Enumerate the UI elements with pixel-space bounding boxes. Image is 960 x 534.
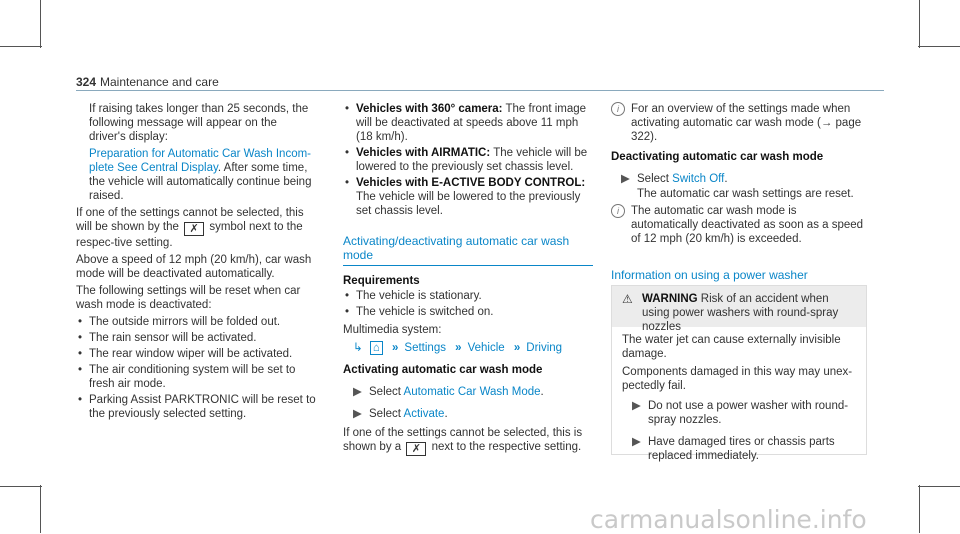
paragraph: Multimedia system: — [343, 324, 442, 336]
home-icon: ⌂ — [370, 341, 383, 355]
list-item-text: The vehicle will be lowered to the previously set chassis level. — [356, 191, 581, 217]
crop-mark — [0, 486, 42, 487]
step-text: Select — [369, 408, 401, 420]
step-arrow-icon: ▶ — [353, 386, 362, 398]
column-1 — [76, 102, 316, 423]
return-arrow-icon: ↳ — [353, 342, 363, 354]
crop-mark — [0, 46, 42, 47]
crop-mark — [40, 0, 41, 48]
unavailable-x-icon: ✗ — [406, 442, 426, 456]
column-3 — [611, 102, 865, 286]
watermark: carmanualsonline.info — [590, 505, 867, 534]
paragraph-text: If one of the settings cannot be selected, this is shown by a — [343, 427, 583, 453]
warning-box — [611, 285, 867, 462]
list-item: • The rain sensor will be activated. — [76, 331, 316, 345]
list-item: • The vehicle is switched on. — [343, 305, 593, 319]
crop-mark — [918, 46, 960, 47]
paragraph-text: next to the respective setting. — [431, 441, 582, 453]
step-text: . — [540, 386, 544, 398]
warning-label: WARNING — [642, 293, 698, 305]
paragraph — [76, 206, 316, 250]
paragraph: Above a speed of 12 mph (20 km/h), car wash mode will be deactivated automatically. — [76, 254, 312, 280]
info-text: For an overview of the settings made when activating automatic car wash mode (→ page 322). — [631, 103, 862, 143]
list-item: • Parking Assist PARKTRONIC will be reset to the previously selected setting. — [76, 393, 316, 421]
warning-icon: ⚠ — [622, 292, 633, 306]
section-heading: Information on using a power washer — [611, 268, 861, 286]
path-item: Driving — [526, 342, 563, 354]
crop-mark — [919, 0, 920, 48]
paragraph: If raising takes longer than 25 seconds, the following message will appear on the driver's display: — [89, 103, 309, 143]
step-text: Select — [369, 386, 401, 398]
info-note — [611, 204, 865, 246]
paragraph: The following settings will be reset when car wash mode is deactivated: — [76, 285, 301, 311]
list-item: • The vehicle is stationary. — [343, 289, 593, 303]
crop-mark — [918, 486, 960, 487]
crop-mark — [919, 485, 920, 533]
unavailable-x-icon: ✗ — [184, 222, 204, 236]
step-arrow-icon: ▶ — [632, 436, 641, 448]
column-2 — [343, 102, 593, 459]
paragraph-text: symbol next to the respec-tive setting. — [76, 221, 303, 249]
step-text: Do not use a power washer with round-spray nozzles. — [648, 400, 849, 426]
paragraph: Components damaged in this way may unex-pectedly fail. — [622, 366, 853, 392]
path-item: Settings — [404, 342, 446, 354]
bold-label: Vehicles with 360° camera: — [356, 103, 503, 115]
menu-option: Automatic Car Wash Mode — [403, 386, 541, 398]
subheading: Requirements — [343, 275, 420, 287]
paragraph-text: . After some time, the vehicle will automatically continue being raised. — [89, 162, 312, 202]
list-item: • The air conditioning system will be set to fresh air mode. — [76, 363, 316, 391]
step-arrow-icon: ▶ — [353, 408, 362, 420]
info-text: The automatic car wash mode is automatically deactivated as soon as a speed of 12 mph (20 km/h) is exceeded. — [631, 205, 864, 245]
list-item-text: The vehicle will be lowered to the previously set chassis level. — [356, 147, 588, 173]
chevron-icon: » — [392, 342, 399, 354]
header-divider — [76, 90, 884, 91]
section-heading: Activating/deactivating automatic car wash mode — [343, 234, 593, 266]
step — [343, 407, 593, 421]
step — [611, 172, 865, 186]
step — [343, 385, 593, 399]
menu-option: Switch Off — [672, 173, 725, 185]
info-icon: i — [611, 204, 625, 218]
list-item — [343, 176, 593, 218]
bold-label: Vehicles with AIRMATIC: — [356, 147, 491, 159]
paragraph-text: If one of the settings cannot be selected, this will be shown by the — [76, 207, 304, 233]
paragraph — [76, 147, 316, 203]
step-result: The automatic car wash settings are reset. — [637, 188, 854, 200]
step — [622, 435, 856, 463]
path-item: Vehicle — [467, 342, 505, 354]
list-item: • The outside mirrors will be folded out. — [76, 315, 316, 329]
bold-label: Vehicles with E-ACTIVE BODY CONTROL: — [356, 177, 586, 189]
list-item-text: The front image will be deactivated at speeds above 11 mph (18 km/h). — [356, 103, 587, 143]
subheading: Deactivating automatic car wash mode — [611, 151, 824, 163]
step-text: Select — [637, 173, 669, 185]
info-note — [611, 102, 865, 144]
step-arrow-icon: ▶ — [632, 400, 641, 412]
subheading: Activating automatic car wash mode — [343, 364, 543, 376]
chevron-icon: » — [455, 342, 462, 354]
warning-body — [612, 327, 866, 474]
step-arrow-icon: ▶ — [621, 173, 630, 185]
step-text: . — [444, 408, 448, 420]
step — [622, 399, 856, 427]
chevron-icon: » — [513, 342, 521, 354]
warning-header — [612, 286, 866, 333]
menu-path — [343, 341, 593, 355]
menu-option: Activate — [403, 408, 445, 420]
list-item — [343, 146, 593, 174]
list-item — [343, 102, 593, 144]
section-title: Maintenance and care — [100, 75, 219, 89]
step-text: . — [724, 173, 728, 185]
crop-mark — [40, 485, 41, 533]
info-icon: i — [611, 102, 625, 116]
paragraph — [343, 426, 593, 456]
step-text: Have damaged tires or chassis parts replaced immediately. — [648, 436, 835, 462]
page-number: 324 — [76, 75, 97, 89]
paragraph: The water jet can cause externally invisible damage. — [622, 334, 841, 360]
warning-text: Risk of an accident when using power washers with round-spray nozzles — [642, 293, 839, 333]
display-message: Preparation for Automatic Car Wash Incom-plete See Central Display — [89, 148, 311, 174]
list-item: • The rear window wiper will be activated. — [76, 347, 316, 361]
